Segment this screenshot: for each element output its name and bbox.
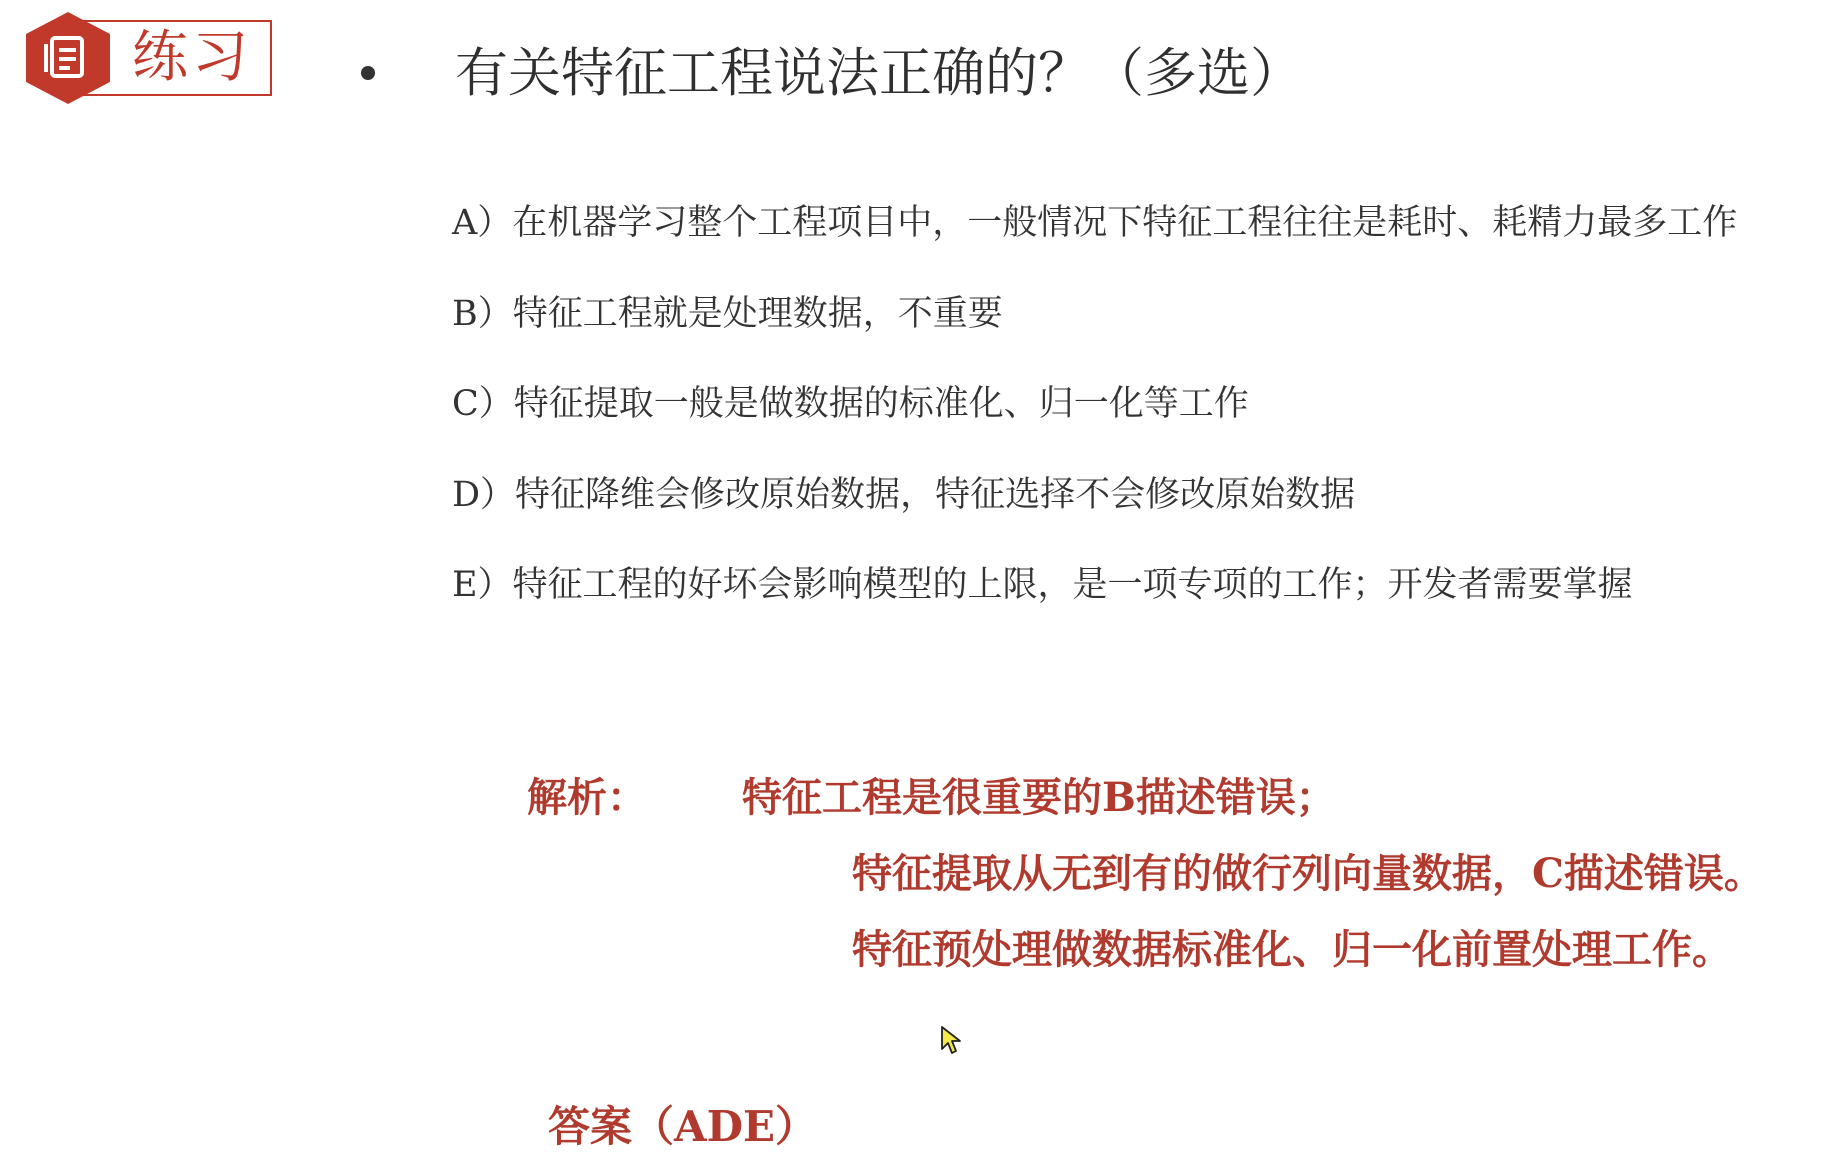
badge-label: 练习 <box>132 25 252 90</box>
bullet-dot <box>361 66 375 80</box>
option-d: D）特征降维会修改原始数据，特征选择不会修改原始数据 <box>452 474 1356 515</box>
analysis-line-3: 特征预处理做数据标准化、归一化前置处理工作。 <box>852 926 1732 973</box>
options-list <box>452 200 1832 653</box>
analysis-line-2: 特征提取从无到有的做行列向量数据，C描述错误。 <box>852 850 1764 897</box>
question-title: 有关特征工程说法正确的？（多选） <box>455 43 1303 104</box>
practice-badge <box>20 12 276 104</box>
option-e: E）特征工程的好坏会影响模型的上限，是一项专项的工作；开发者需要掌握 <box>452 565 1633 605</box>
option-c: C）特征提取一般是做数据的标准化、归一化等工作 <box>452 384 1249 424</box>
analysis-line-1: 特征工程是很重要的B描述错误； <box>742 774 1336 821</box>
mouse-cursor-icon <box>940 1025 962 1055</box>
document-icon <box>20 12 120 104</box>
option-b: B）特征工程就是处理数据，不重要 <box>452 293 1003 334</box>
answer-text: 答案（ADE） <box>548 1102 818 1151</box>
option-a: A）在机器学习整个工程项目中，一般情况下特征工程往往是耗时、耗精力最多工作 <box>452 203 1738 243</box>
analysis-label: 解析： <box>527 774 647 821</box>
